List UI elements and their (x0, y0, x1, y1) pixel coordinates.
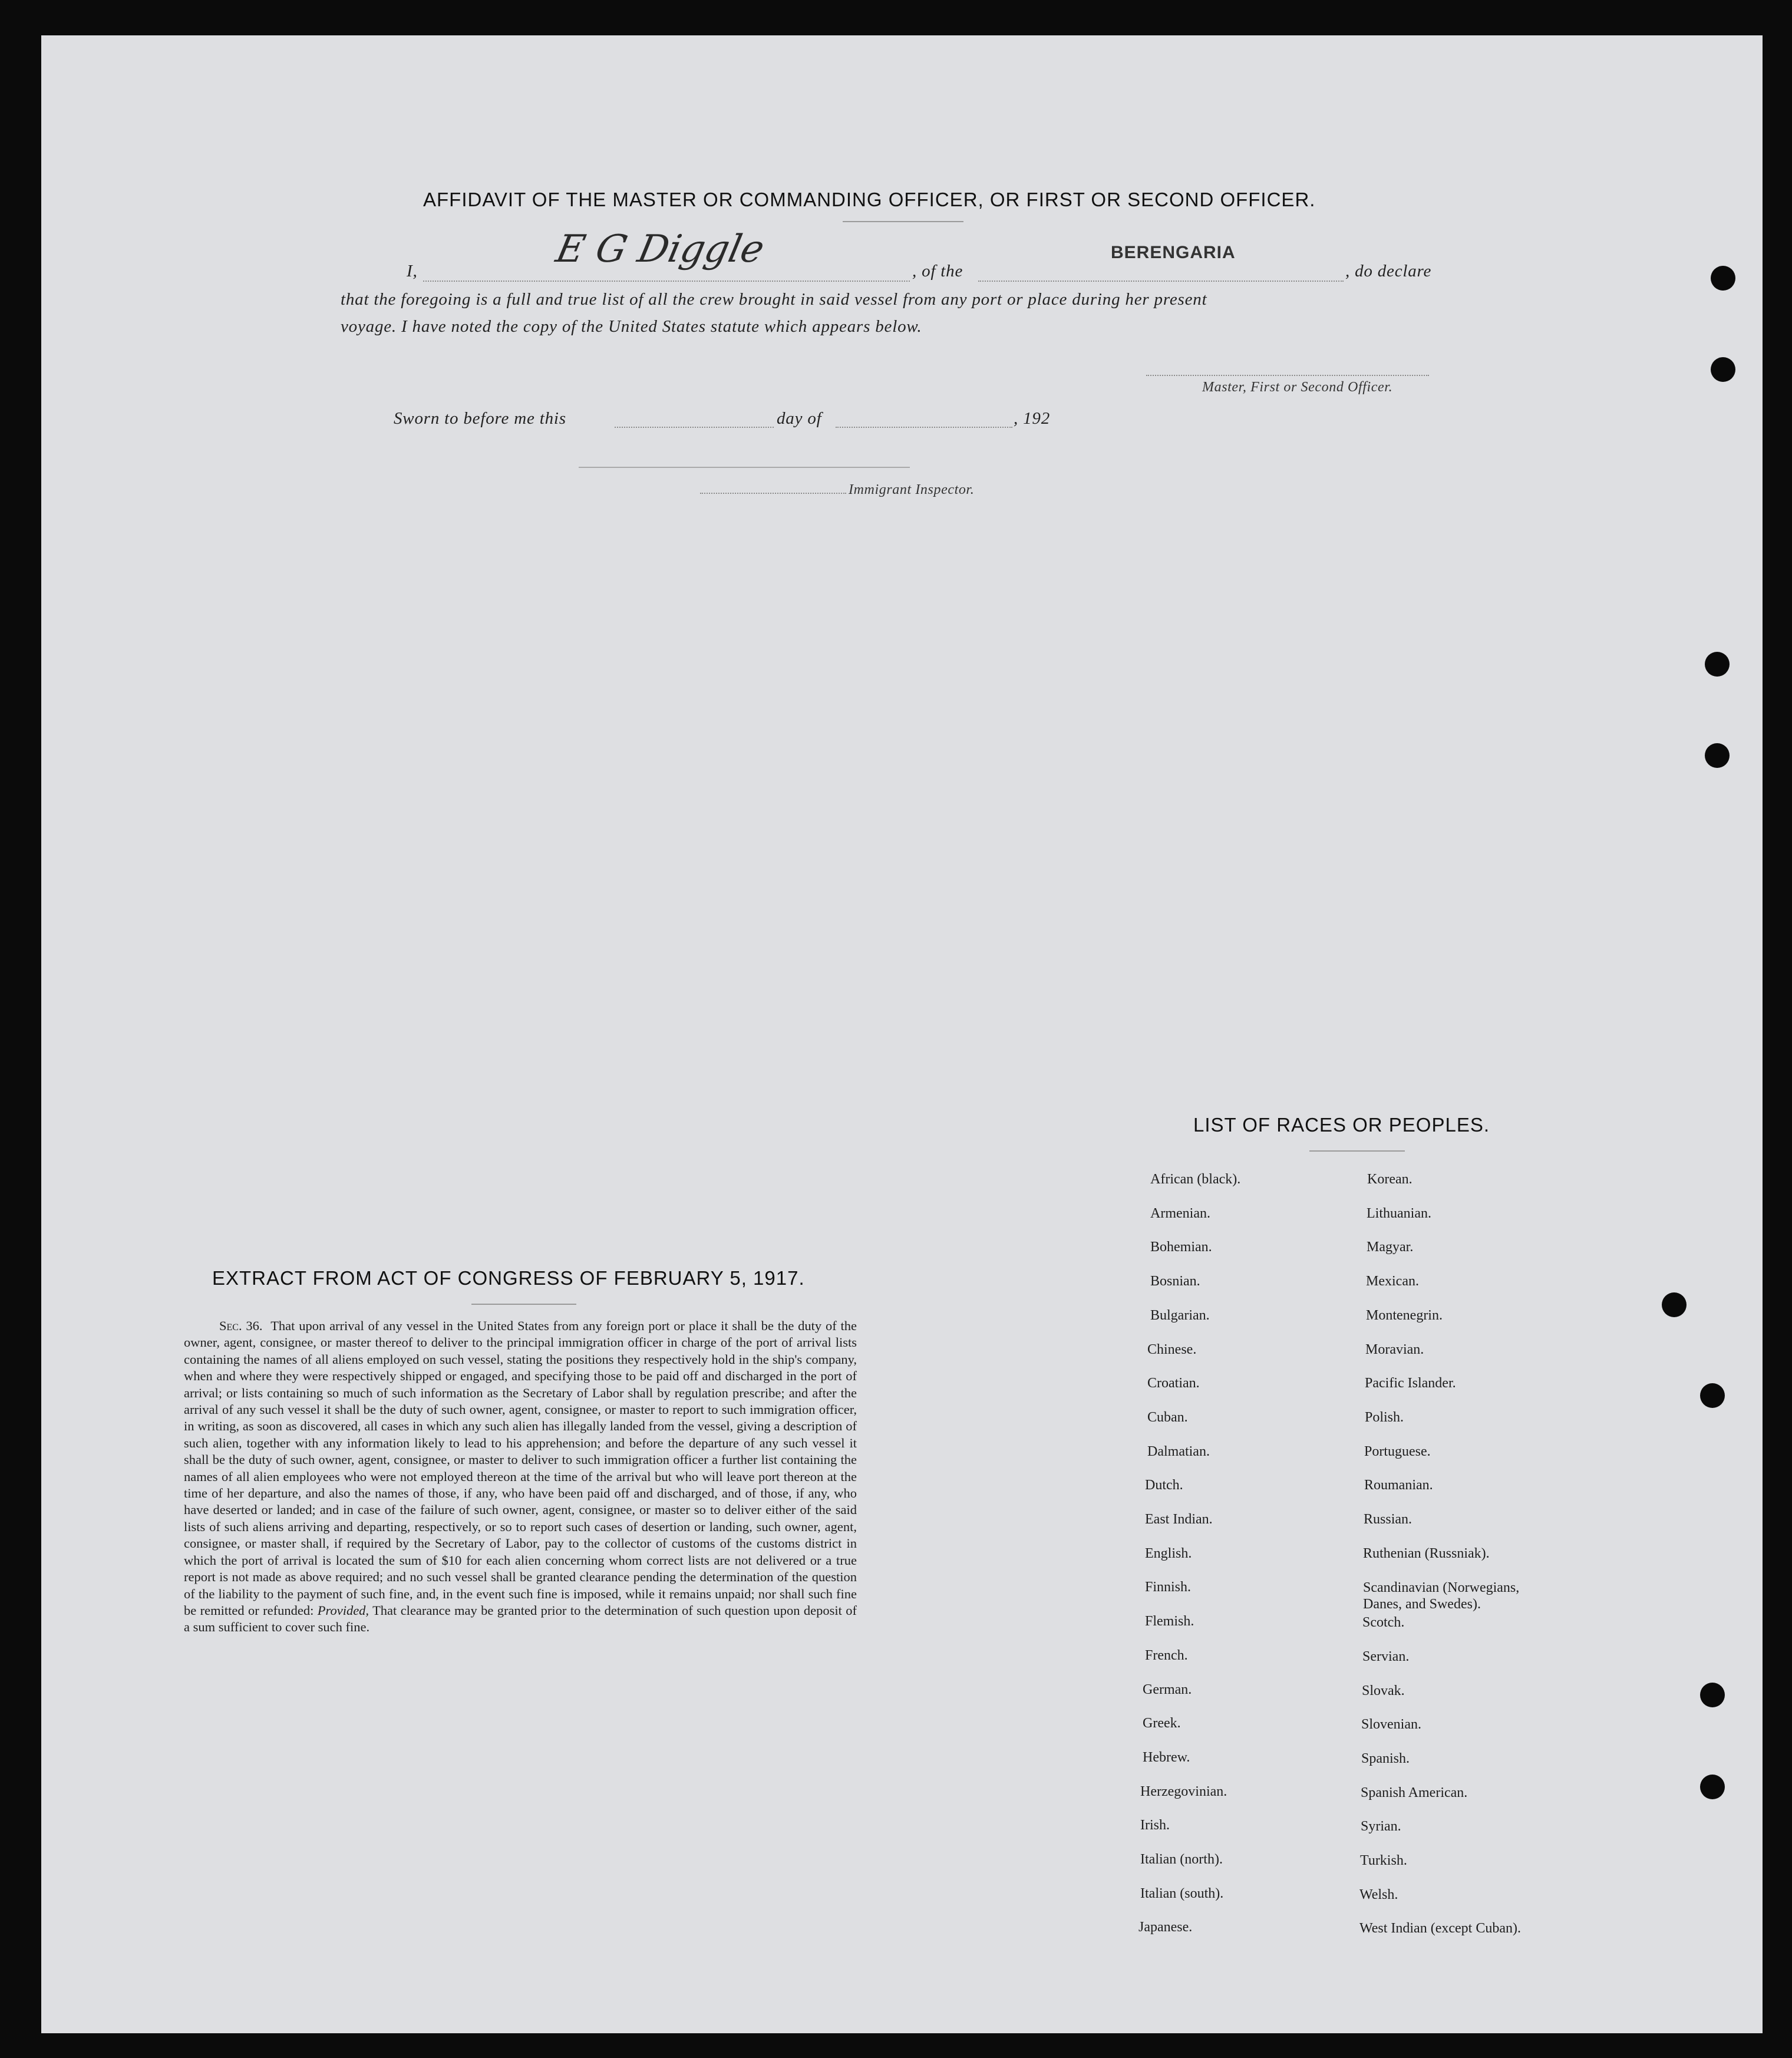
race-item: Italian (south). (1140, 1885, 1224, 1901)
race-item: English. (1145, 1545, 1192, 1561)
extract-title: EXTRACT FROM ACT OF CONGRESS OF FEBRUARY 5, 1917. (212, 1267, 805, 1289)
officer-signature-line (1146, 375, 1429, 376)
provided-label: Provided, (317, 1602, 369, 1618)
race-item: Slovenian. (1361, 1717, 1421, 1733)
punch-hole (1711, 266, 1735, 291)
punch-hole (1700, 1383, 1725, 1408)
punch-hole (1662, 1292, 1687, 1317)
race-item: Scandinavian (Norwegians, Danes, and Swedes). (1363, 1580, 1520, 1612)
sworn-day-line (615, 427, 774, 428)
race-item: Polish. (1365, 1409, 1404, 1425)
punch-hole (1700, 1683, 1725, 1707)
race-item: Portuguese. (1364, 1443, 1431, 1459)
officer-signature: E G Diggle (552, 227, 768, 271)
declarant-label: I, (407, 262, 418, 281)
race-item: Bulgarian. (1150, 1307, 1210, 1323)
race-item: Roumanian. (1364, 1477, 1433, 1493)
declaration-line-2: that the foregoing is a full and true list of all the crew brought in said vessel from any port or place during her present (341, 290, 1207, 309)
race-item: Montenegrin. (1366, 1307, 1443, 1323)
year-label: , 192 (1014, 409, 1050, 428)
race-item: Korean. (1367, 1172, 1413, 1187)
statute-body: That upon arrival of any vessel in the United States from any foreign port or place it shall be the duty of the owner, agent, consignee, or master thereof to deliver to the principal immigration officer in charge of the port of arrival lists containing the names of all aliens employed on such vessel, stating the positions they respectively hold in the ship's company, when and where they were respectively shipped or engaged, and specifying those to be paid off and discharged in the port of arrival; or lists containing so much of such information as the Secretary of Labor shall by regulation prescribe; and after the arrival of any such vessel it shall be the duty of such owner, agent, consignee, or master to report to such immigration officer, in writing, as soon as discovered, all cases in which any such alien has illegally landed from the vessel, giving a description of such alien, together with any information likely to lead to his apprehension; and before the departure of any such vessel it shall be the duty of such owner, agent, consignee, or master to deliver to such immigration officer a further list containing the names of all alien employees who were not employed thereon at the time of the arrival but who will leave port thereon at the time of her departure, and also the names of those, if any, who have been paid off and discharged, and of those, if any, who have deserted or landed; and in case of the failure of such owner, agent, consignee, or master so to deliver either of the said lists of such aliens arriving and departing, respectively, or so to report such cases of desertion or landing, such owner, agent, consignee, or master shall, if required by the Secretary of Labor, pay to the collector of customs of the customs district in which the port of arrival is located the sum of $10 for each alien concerning whom correct lists are not delivered or a true report is not made as above required; and no such vessel shall be granted clearance pending the determination of the question of the liability to the payment of such fine, and, in the event such fine is imposed, while it remains unpaid; nor shall such fine be remitted or refunded: (184, 1318, 857, 1618)
race-item: Japanese. (1138, 1920, 1193, 1935)
race-item: Russian. (1364, 1512, 1413, 1527)
race-item: African (black). (1150, 1172, 1241, 1187)
affidavit-title: AFFIDAVIT OF THE MASTER OR COMMANDING OFFICER, OR FIRST OR SECOND OFFICER. (423, 189, 1316, 210)
sworn-label: Sworn to before me this (394, 409, 566, 428)
race-item: Greek. (1143, 1716, 1181, 1732)
race-item: Syrian. (1361, 1819, 1401, 1835)
extract-divider (471, 1304, 576, 1305)
section-label: Sec. 36. (219, 1318, 263, 1333)
race-item: German. (1143, 1681, 1192, 1697)
race-item: Croatian. (1147, 1376, 1200, 1391)
race-item: Servian. (1362, 1648, 1410, 1664)
race-item: Ruthenian (Russniak). (1363, 1545, 1490, 1561)
race-item: Chinese. (1147, 1341, 1197, 1357)
day-of-label: day of (777, 409, 822, 428)
race-item: Italian (north). (1140, 1852, 1223, 1867)
declarant-name-line (423, 281, 910, 282)
race-item: Magyar. (1367, 1239, 1414, 1255)
race-item: Scotch. (1362, 1615, 1405, 1631)
statute-text (184, 1318, 857, 1636)
race-item: Cuban. (1147, 1409, 1188, 1425)
race-item: Finnish. (1145, 1579, 1192, 1595)
race-item: Bohemian. (1150, 1239, 1212, 1255)
title-divider (843, 221, 963, 222)
race-item: Slovak. (1362, 1683, 1405, 1698)
races-divider (1309, 1150, 1405, 1152)
race-item: Irish. (1140, 1818, 1170, 1833)
declaration-line-3: voyage. I have noted the copy of the United States statute which appears below. (341, 317, 922, 336)
race-item: Turkish. (1360, 1853, 1407, 1868)
races-title: LIST OF RACES OR PEOPLES. (1193, 1114, 1490, 1136)
punch-hole (1700, 1775, 1725, 1799)
inspector-dotted-line (700, 493, 846, 494)
vessel-name-line (978, 281, 1344, 282)
do-declare-label: , do declare (1345, 262, 1432, 281)
inspector-signature-line (579, 467, 910, 468)
race-item: Herzegovinian. (1140, 1783, 1227, 1799)
race-item: Dalmatian. (1147, 1443, 1210, 1459)
sworn-month-line (836, 427, 1012, 428)
race-item: Lithuanian. (1367, 1205, 1431, 1221)
race-item: Spanish American. (1361, 1785, 1468, 1800)
race-item: East Indian. (1145, 1512, 1213, 1527)
provided-text: That clearance may be granted prior to the determination of such question upon deposit of a sum sufficient to cover such fine. (184, 1602, 857, 1635)
inspector-caption: Immigrant Inspector. (849, 482, 975, 497)
punch-hole (1705, 743, 1730, 768)
race-item: Welsh. (1359, 1886, 1398, 1902)
race-item: Mexican. (1366, 1274, 1419, 1289)
race-item: Spanish. (1361, 1750, 1410, 1766)
of-the-label: , of the (912, 262, 963, 281)
punch-hole (1705, 652, 1730, 677)
race-item: French. (1145, 1647, 1188, 1663)
race-item: Moravian. (1365, 1341, 1424, 1357)
race-item: Armenian. (1150, 1205, 1210, 1221)
punch-hole (1711, 357, 1735, 382)
vessel-name: BERENGARIA (1111, 243, 1236, 262)
race-item: Bosnian. (1150, 1274, 1200, 1289)
race-item: Hebrew. (1143, 1749, 1190, 1765)
race-item: Pacific Islander. (1365, 1376, 1456, 1391)
race-item: Dutch. (1145, 1477, 1183, 1493)
race-item: West Indian (except Cuban). (1359, 1921, 1521, 1937)
race-item: Flemish. (1145, 1614, 1194, 1630)
officer-caption: Master, First or Second Officer. (1202, 380, 1393, 395)
